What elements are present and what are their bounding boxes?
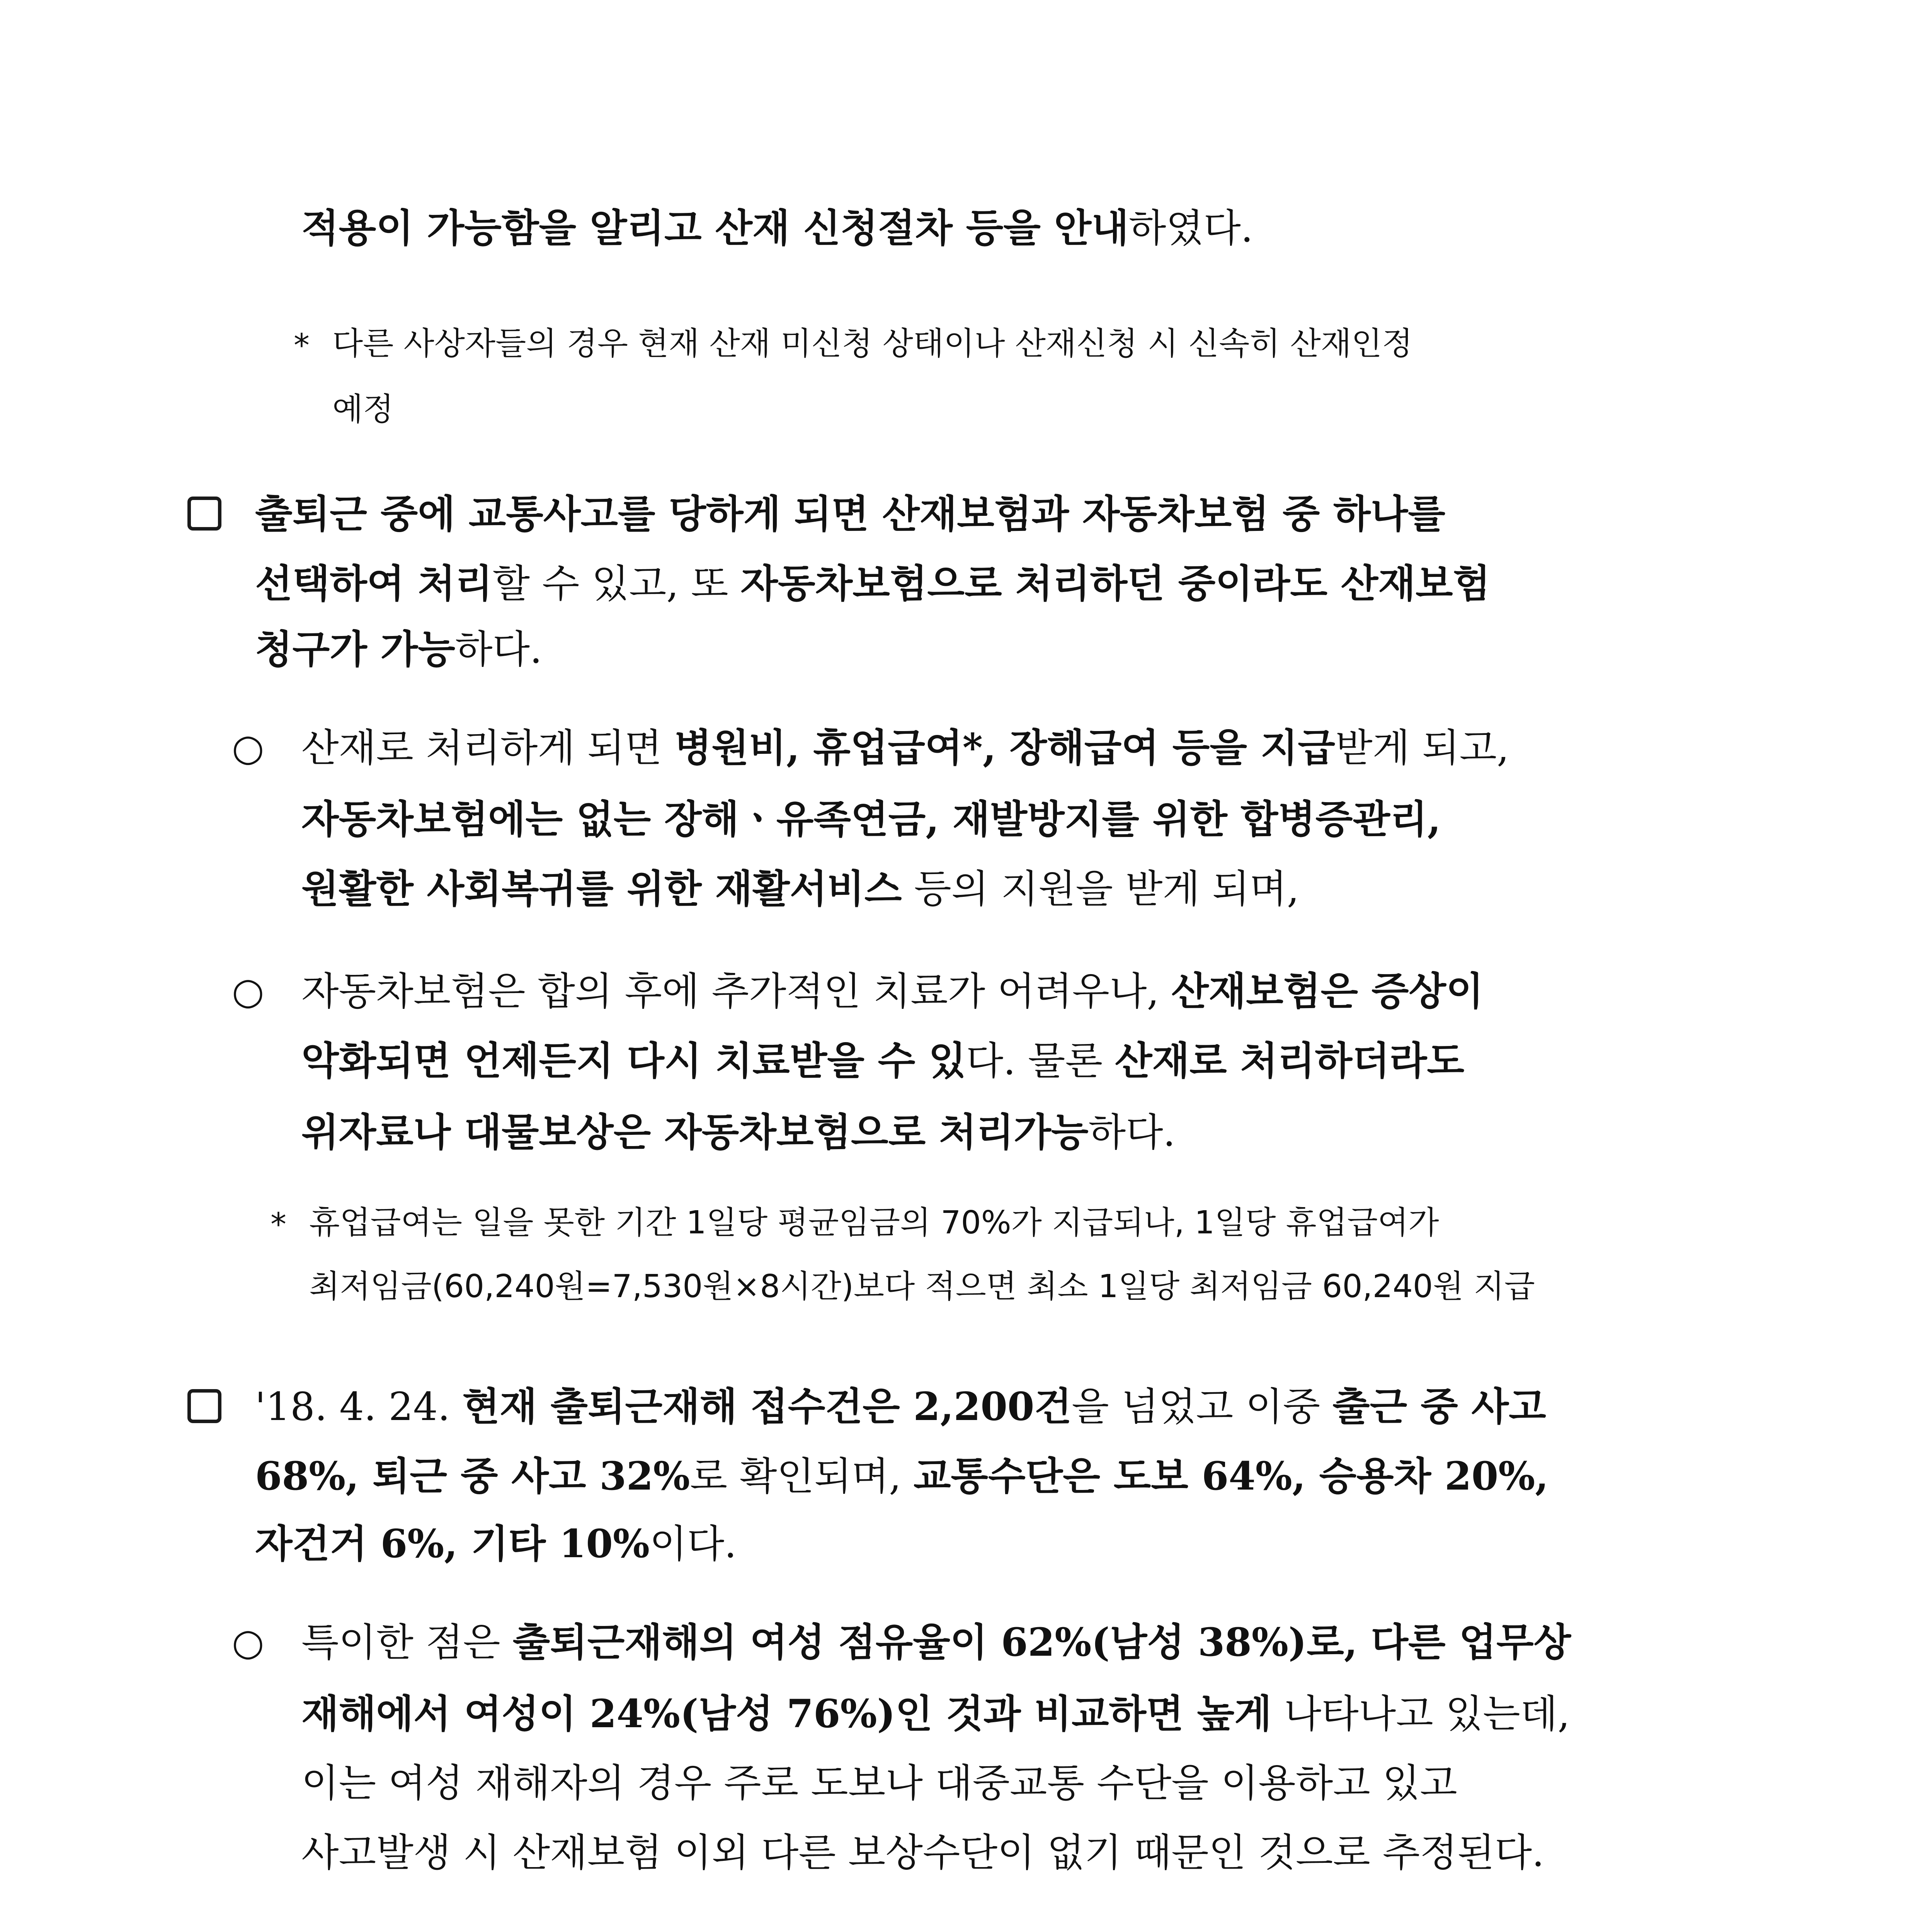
checkbox-square-icon: [187, 1389, 221, 1423]
asterisk-mark: *: [294, 327, 310, 364]
circle-bullet-icon: ○: [232, 969, 264, 1013]
paragraph-line: 사고발생 시 산재보험 이외 다른 보상수단이 없기 때문인 것으로 추정된다.: [301, 1830, 1544, 1875]
footnote-line: 휴업급여는 일을 못한 기간 1일당 평균임금의 70%가 지급되나, 1일당 휴업급여가: [309, 1204, 1439, 1241]
paragraph-line: 출퇴근 중에 교통사고를 당하게 되면 산재보험과 자동차보험 중 하나를: [255, 491, 1445, 537]
paragraph-line: 재해에서 여성이 24%(남성 76%)인 것과 비교하면 높게 나타나고 있는데,: [301, 1691, 1570, 1736]
asterisk-mark: *: [271, 1206, 286, 1243]
paragraph-line: 이는 여성 재해자의 경우 주로 도보나 대중교통 수단을 이용하고 있고: [301, 1760, 1457, 1806]
paragraph-line: 68%, 퇴근 중 사고 32%로 확인되며, 교통수단은 도보 64%, 승용차 20%,: [255, 1453, 1549, 1499]
paragraph-line: 원활한 사회복귀를 위한 재활서비스 등의 지원을 받게 되며,: [301, 866, 1299, 912]
footnote-line: 예정: [332, 391, 394, 428]
paragraph-line: '18. 4. 24. 현재 출퇴근재해 접수건은 2,200건을 넘었고 이중 출근 중 사고: [255, 1384, 1546, 1429]
paragraph-line: 선택하여 처리할 수 있고, 또 자동차보험으로 처리하던 중이라도 산재보험: [255, 561, 1491, 606]
paragraph-line: 적용이 가능함을 알리고 산재 신청절차 등을 안내하였다.: [301, 205, 1253, 251]
footnote-line: 최저임금(60,240원=7,530원×8시간)보다 적으면 최소 1일당 최저임금 60,240원 지급: [309, 1268, 1535, 1305]
circle-bullet-icon: ○: [232, 726, 264, 769]
paragraph-line: 특이한 점은 출퇴근재해의 여성 점유율이 62%(남성 38%)로, 다른 업무상: [301, 1619, 1571, 1665]
circle-bullet-icon: ○: [232, 1621, 264, 1664]
checkbox-square-icon: [187, 497, 221, 531]
footnote-line: 다른 사상자들의 경우 현재 산재 미신청 상태이나 산재신청 시 신속히 산재인정: [332, 325, 1413, 362]
paragraph-line: 악화되면 언제든지 다시 치료받을 수 있다. 물론 산재로 처리하더라도: [301, 1038, 1465, 1083]
paragraph-line: [255, 1930, 1421, 1932]
paragraph-line: 위자료나 대물보상은 자동차보험으로 처리가능하다.: [301, 1109, 1176, 1155]
paragraph-line: 산재로 처리하게 되면 병원비, 휴업급여*, 장해급여 등을 지급받게 되고,: [301, 725, 1509, 770]
paragraph-line: 자동차보험은 합의 후에 추가적인 치료가 어려우나, 산재보험은 증상이: [301, 968, 1484, 1014]
paragraph-line: 자건거 6%, 기타 10%이다.: [255, 1521, 737, 1566]
paragraph-line: 자동차보험에는 없는 장해ㆍ유족연금, 재발방지를 위한 합병증관리,: [301, 796, 1441, 842]
paragraph-line: 청구가 가능하다.: [255, 626, 542, 672]
